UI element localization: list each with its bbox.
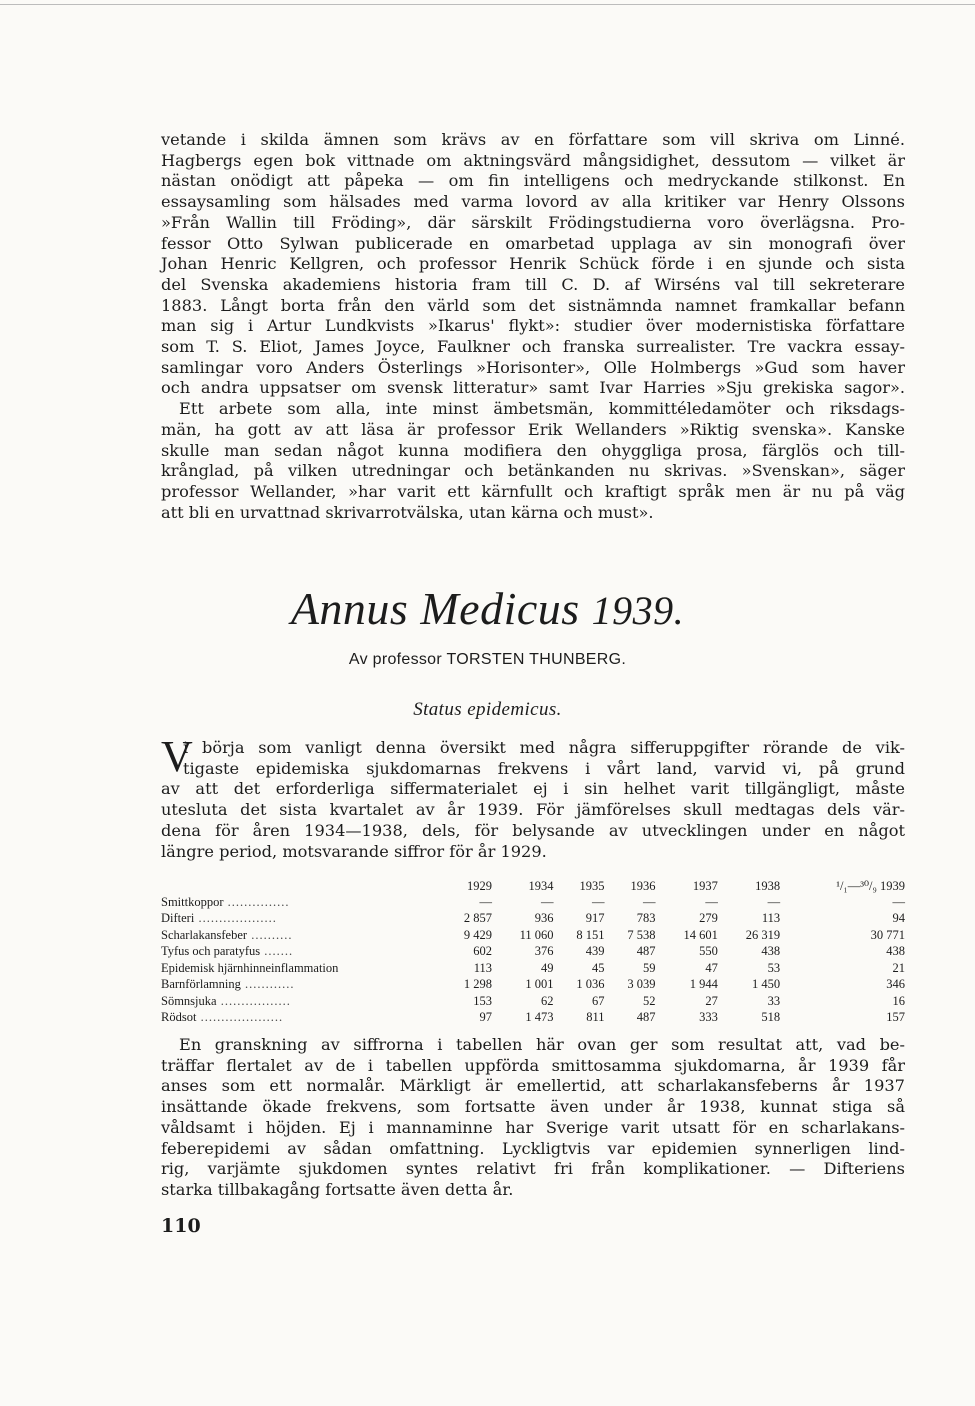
text-line: Hagbergs egen bok vittnade om aktningsvärd mångsidighet, dessutom — vilket är — [161, 150, 905, 170]
table-cell: 47 — [705, 960, 718, 975]
table-cell: 153 — [473, 993, 492, 1008]
leader-dots: ............ — [240, 977, 295, 992]
table-row — [161, 894, 905, 911]
row-label-cell — [161, 1010, 441, 1027]
section-title — [0, 582, 975, 635]
text-line: professor Wellander, »har varit ett kärnfullt och kraftigt språk men är nu på väg — [161, 481, 905, 501]
text-line: En granskning av siffrorna i tabellen här ovan ger som resultat att, vad be- — [179, 1035, 905, 1054]
text-line: essaysamling som hälsades med varma lovord av alla kritiker var Henry Olssons — [161, 192, 905, 212]
text-line: krånglad, på vilken utredningar och betänkanden nu skrivas. »Svenskan», säger — [161, 461, 905, 481]
table-cell: — — [643, 894, 656, 909]
table-cell: 279 — [699, 911, 718, 926]
text-line: nästan onödigt att påpeka — om fin intelligens och medryckande stilkonst. En — [161, 171, 905, 191]
text-line: man sig i Artur Lundkvists »Ikarus' flykt»: studier över modernistiska författare — [161, 316, 905, 336]
text-line: tigaste epidemiska sjukdomarnas frekvens i vårt land, varvid vi, på grund — [183, 758, 905, 778]
text-line: i börja som vanligt denna översikt med några sifferuppgifter rörande de vik- — [183, 738, 905, 757]
row-label-cell — [161, 993, 441, 1010]
epidemic-intro-paragraph — [161, 732, 905, 862]
table-cell: 1 944 — [689, 977, 718, 992]
analysis-paragraph — [161, 1035, 905, 1201]
text-line: Johan Henric Kellgren, och professor Henrik Schück förde i en sjunde och sista — [161, 254, 905, 274]
table-cell: 487 — [636, 1010, 656, 1025]
row-label-cell — [161, 927, 441, 944]
table-cell: — — [592, 894, 605, 909]
leader-dots: ................... — [194, 911, 277, 926]
table-cell: 14 601 — [683, 927, 718, 942]
row-label-cell — [161, 911, 441, 928]
table-cell: 333 — [699, 1010, 718, 1025]
table-cell: 157 — [886, 1010, 905, 1025]
table-cell: 1 001 — [525, 977, 554, 992]
table-cell: 8 151 — [576, 927, 605, 942]
text-line: längre period, motsvarande siffror för år 1929. — [161, 841, 547, 861]
column-header: 1938 — [755, 879, 781, 893]
text-line: våldsamt i höjden. Ej i mannaminne har Sverige varit utsatt för en scharlakans- — [161, 1117, 905, 1137]
table-cell: 52 — [643, 993, 656, 1008]
text-line: 1883. Långt borta från den värld som det sistnämnda namnet framkallar befann — [161, 295, 905, 315]
leader-dots: .......... — [247, 927, 293, 942]
text-line: rig, varjämte sjukdomen syntes relativt fri från komplikationer. — Difteriens — [161, 1159, 905, 1179]
text-line: fessor Otto Sylwan publicerade en omarbetad upplaga av sin monografi över — [161, 233, 905, 253]
text-line: och andra uppsatser om svensk litteratur» samt Ivar Harries »Sju grekiska sagor». — [161, 378, 905, 398]
table-row — [161, 927, 905, 944]
leader-dots: .................... — [196, 1010, 284, 1025]
text-line: anses som ett normalår. Märkligt är emellertid, att scharlakansfeberns år 1937 — [161, 1076, 905, 1096]
row-label: Sömnsjuka — [161, 993, 217, 1008]
text-line: starka tillbakagång fortsatte även detta år. — [161, 1179, 514, 1199]
text-line: av att det erforderliga siffermaterialet ej i sin helhet varit tillgängligt, måste — [161, 779, 905, 799]
table-cell: 2 857 — [463, 911, 492, 926]
table-cell: 487 — [636, 944, 656, 959]
text-line: utesluta det sista kvartalet av år 1939. För jämförelses skull medtagas dels vär- — [161, 800, 905, 820]
leader-dots: ....... — [260, 944, 294, 959]
row-label: Difteri — [161, 911, 195, 926]
table-cell: 936 — [534, 911, 554, 926]
table-cell: 67 — [592, 993, 605, 1008]
table-cell: 45 — [592, 960, 605, 975]
table-cell: 21 — [892, 960, 905, 975]
column-header: 1936 — [630, 879, 656, 893]
table-row — [161, 977, 905, 994]
epidemic-statistics-table — [161, 872, 905, 1026]
table-cell: 518 — [761, 1010, 781, 1025]
row-label-cell — [161, 894, 441, 911]
leader-dots: ................. — [216, 993, 291, 1008]
text-line: att bli en urvattnad skrivarrotvälska, utan kärna och must». — [161, 502, 654, 522]
table-cell: 33 — [767, 993, 781, 1008]
top-rule — [0, 4, 975, 5]
text-line: män, ha gott av att läsa är professor Erik Wellanders »Riktig svenska». Kanske — [161, 419, 905, 439]
table-cell: 550 — [699, 944, 718, 959]
table-cell: 113 — [761, 911, 781, 926]
table-cell: 27 — [705, 993, 718, 1008]
table-cell: 783 — [636, 911, 656, 926]
table-cell: 602 — [473, 944, 492, 959]
text-line: träffar flertalet av de i tabellen uppförda smittosamma sjukdomarna, år 1939 får — [161, 1055, 905, 1075]
table-header-blank — [161, 872, 441, 894]
column-header: 1929 — [467, 879, 492, 893]
table-cell: 53 — [767, 960, 781, 975]
column-header: ¹/₁—³⁰/₉ 1939 — [836, 879, 905, 893]
table-cell: 9 429 — [463, 927, 492, 942]
text-line: dena för åren 1934—1938, dels, för belysande av utvecklingen under en något — [161, 820, 905, 840]
intro-paragraph — [161, 130, 905, 523]
column-header: 1934 — [528, 879, 554, 893]
table-cell: 346 — [886, 977, 905, 992]
table-cell: 59 — [643, 960, 656, 975]
table-cell: — — [479, 894, 492, 909]
table-cell: 16 — [892, 993, 905, 1008]
table-cell: 3 039 — [627, 977, 656, 992]
row-label: Barnförlamning — [161, 977, 241, 992]
text-line: vetande i skilda ämnen som krävs av en författare som vill skriva om Linné. — [161, 130, 905, 149]
text-line: »Från Wallin till Fröding», där särskilt Frödingstudierna voro överlägsna. Pro- — [161, 212, 905, 232]
table-cell: — — [892, 894, 905, 909]
column-header: 1937 — [692, 879, 718, 893]
table-row — [161, 960, 905, 977]
table-cell: 26 319 — [745, 927, 781, 942]
row-label: Epidemisk hjärnhinneinflammation — [161, 960, 339, 975]
row-label: Smittkoppor — [161, 894, 224, 909]
leader-dots: ............... — [223, 894, 290, 909]
table-header-row — [161, 872, 905, 894]
text-line: Ett arbete som alla, inte minst ämbetsmän, kommittéledamöter och riksdags- — [179, 399, 905, 419]
row-label: Scharlakansfeber — [161, 927, 248, 942]
column-header: 1935 — [579, 879, 605, 893]
table-cell: 7 538 — [627, 927, 656, 942]
table-cell: 438 — [886, 944, 905, 959]
table-cell: 1 036 — [576, 977, 605, 992]
table-cell: 49 — [541, 960, 554, 975]
table-cell: 811 — [586, 1010, 605, 1025]
text-line: som T. S. Eliot, James Joyce, Faulkner och franska surrealister. Tre vackra essay- — [161, 337, 905, 357]
table-cell: — — [767, 894, 781, 909]
table-row — [161, 944, 905, 961]
text-line: feberepidemi av sådan omfattning. Lyckligtvis var epidemien synnerligen lind- — [161, 1138, 905, 1158]
section-subtitle: Status epidemicus. — [413, 699, 562, 720]
text-line: insättande ökade frekvens, som fortsatte även under år 1938, kunnat stiga så — [161, 1097, 905, 1117]
row-label-cell — [161, 960, 441, 977]
table-cell: 1 450 — [752, 977, 781, 992]
row-label: Tyfus och paratyfus — [161, 944, 261, 959]
table-cell: — — [541, 894, 554, 909]
page-number: 110 — [161, 1215, 201, 1237]
table-row — [161, 993, 905, 1010]
row-label: Rödsot — [161, 1010, 197, 1025]
row-label-cell — [161, 944, 441, 961]
table-cell: 1 473 — [525, 1010, 554, 1025]
text-line: skulle man sedan något kunna modifiera den ohyggliga prosa, färglös och till- — [161, 440, 905, 460]
table-cell: 1 298 — [463, 977, 492, 992]
row-label-cell — [161, 977, 441, 994]
author-line: Av professor TORSTEN THUNBERG. — [348, 651, 627, 668]
table-cell: 97 — [479, 1010, 492, 1025]
table-row — [161, 911, 905, 928]
table-cell: 11 060 — [519, 927, 554, 942]
table-cell: 376 — [534, 944, 554, 959]
table-cell: 438 — [761, 944, 781, 959]
drop-cap: V — [161, 732, 193, 781]
title-year: 1939. — [591, 588, 685, 633]
table-row — [161, 1010, 905, 1027]
table-cell: 30 771 — [870, 927, 905, 942]
table-cell: 94 — [892, 911, 905, 926]
table-cell: — — [705, 894, 718, 909]
table-cell: 62 — [541, 993, 554, 1008]
table-cell: 113 — [473, 960, 492, 975]
text-line: samlingar voro Anders Österlings »Horisonter», Olle Holmbergs »Gud som haver — [161, 357, 905, 377]
text-line: del Svenska akademiens historia fram till C. D. af Wirséns val till sekreterare — [161, 274, 905, 294]
table-cell: 917 — [585, 911, 605, 926]
table-cell: 439 — [585, 944, 605, 959]
title-main: Annus Medicus — [290, 583, 580, 634]
